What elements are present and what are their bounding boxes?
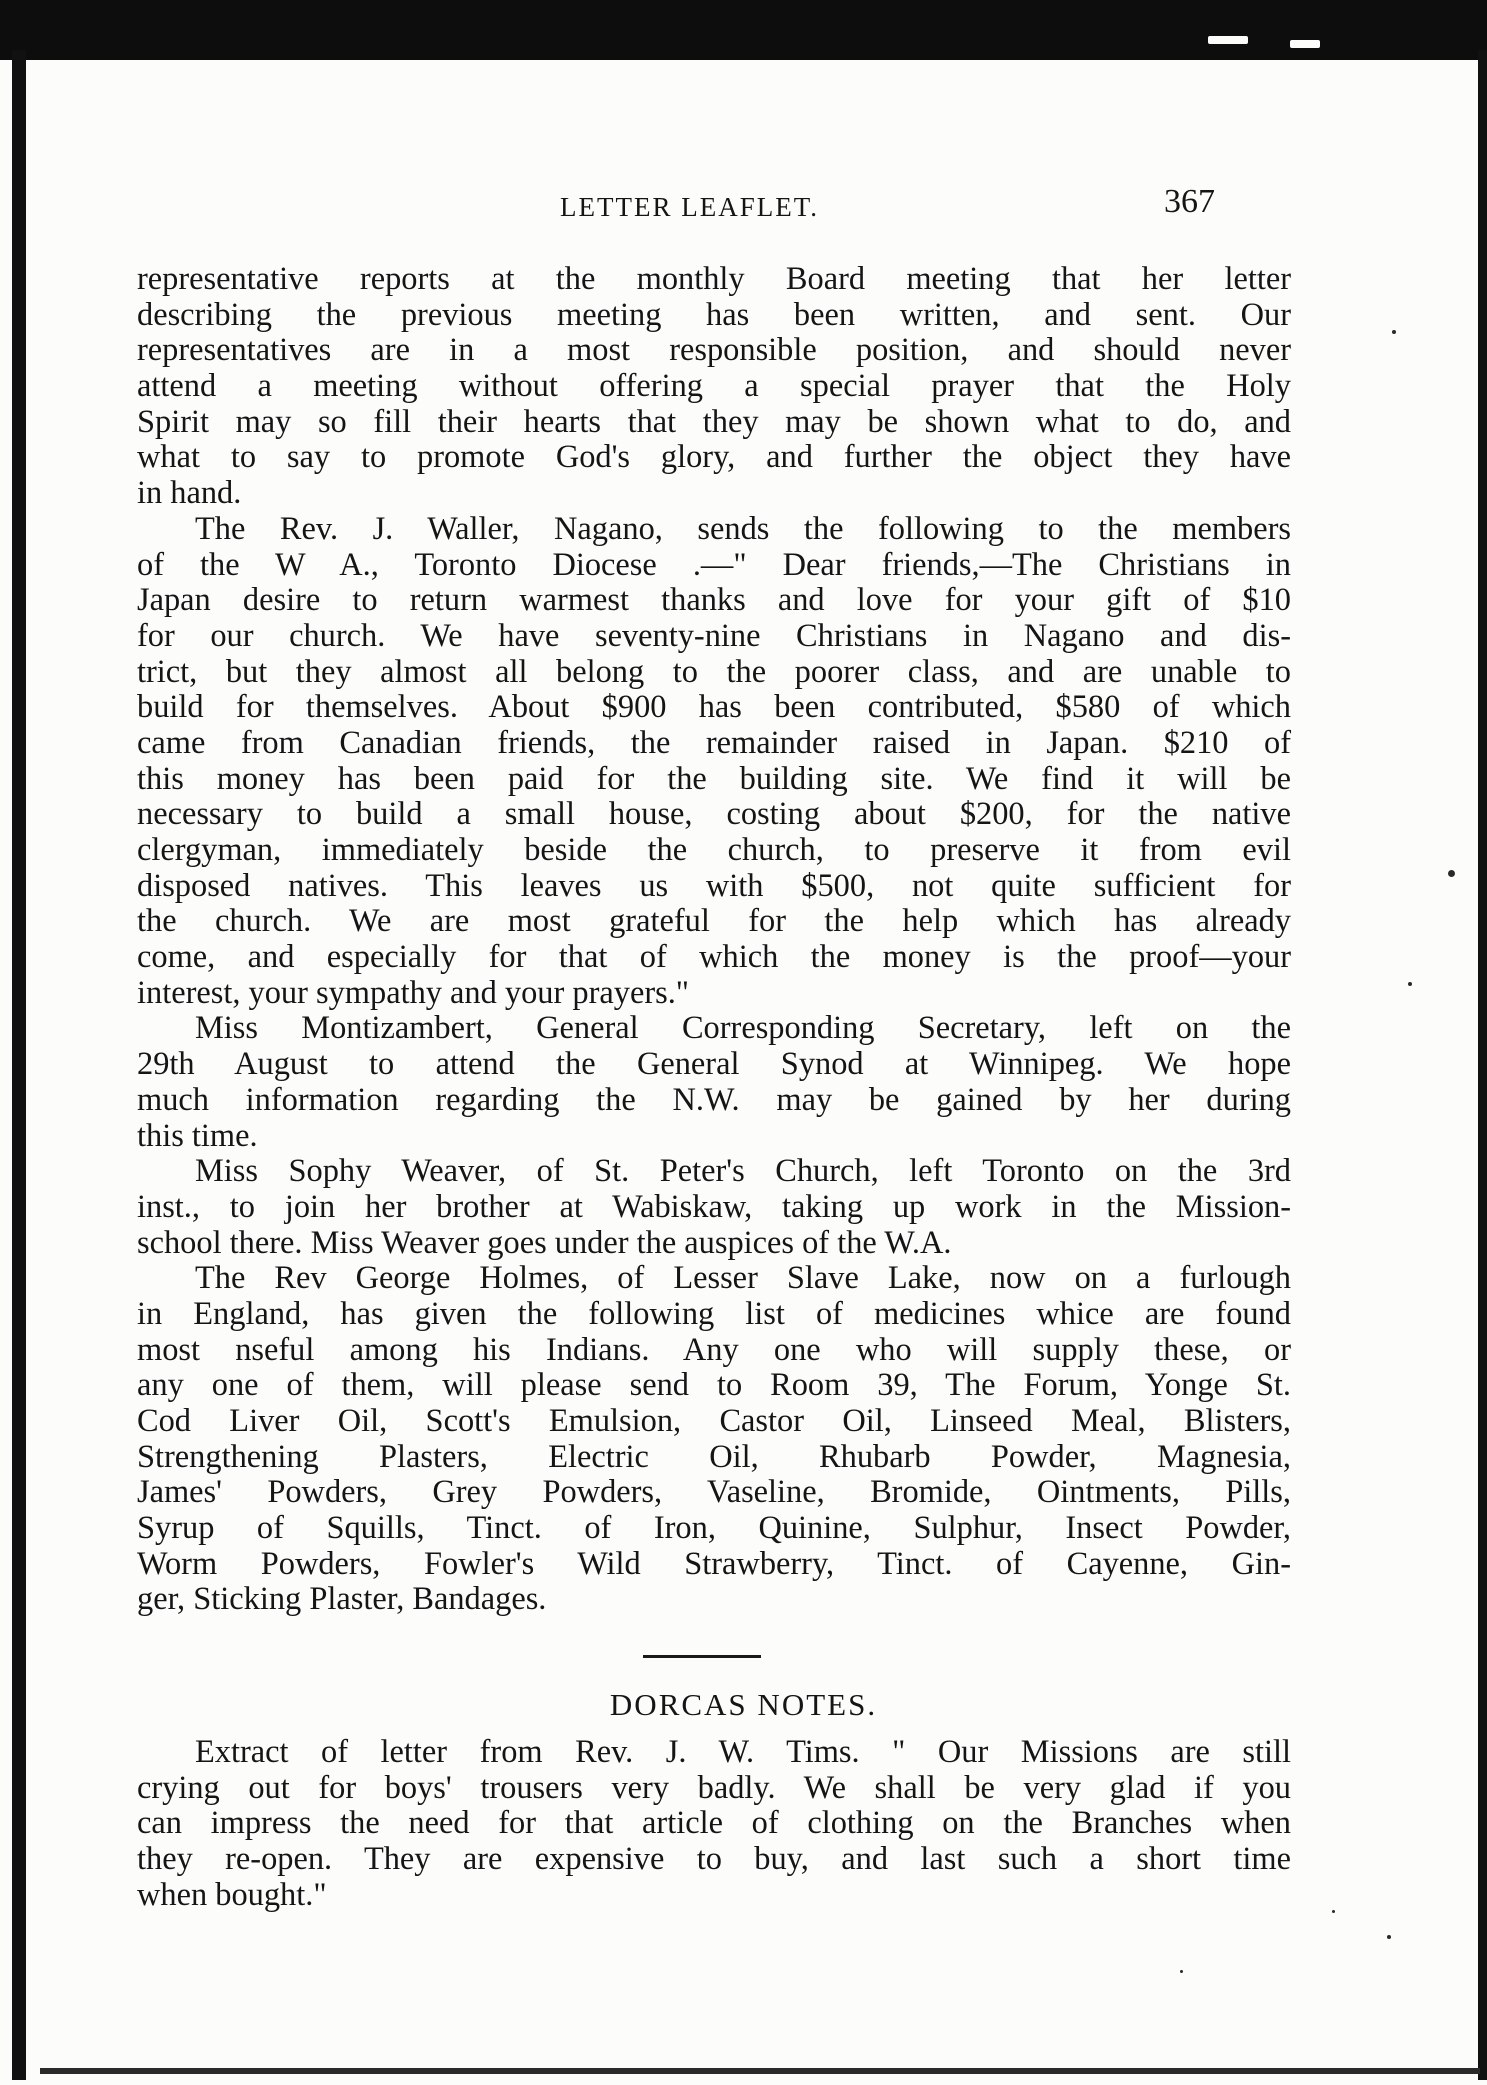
paragraph-weaver [137, 1154, 1291, 1261]
scan-border-gap [1208, 36, 1248, 44]
scan-bottom-border [40, 2068, 1480, 2074]
text-line: Cod Liver Oil, Scott's Emulsion, Castor Oil, Linseed Meal, Blisters, [137, 1403, 1291, 1439]
paragraph-representatives [137, 262, 1291, 512]
text-line: James' Powders, Grey Powders, Vaseline, Bromide, Ointments, Pills, [137, 1474, 1291, 1511]
text-line: trict, but they almost all belong to the poorer class, and are unable to [137, 653, 1291, 690]
text-line: Japan desire to return warmest thanks and love for your gift of $10 [137, 582, 1291, 619]
scan-border-gap [1290, 40, 1320, 48]
scan-top-border [0, 0, 1487, 60]
text-line: in England, has given the following list of medicines whice are found [137, 1295, 1291, 1332]
text-line: Spirit may so fill their hearts that they may be shown what to do, and [137, 403, 1291, 440]
text-line: ger, Sticking Plaster, Bandages. [137, 1581, 547, 1618]
text-line: inst., to join her brother at Wabiskaw, taking up work in the Mission- [137, 1188, 1291, 1225]
section-heading: DORCAS NOTES. [609, 1687, 878, 1722]
page-number: 367 [1164, 183, 1215, 220]
text-line: Worm Powders, Fowler's Wild Strawberry, Tinct. of Cayenne, Gin- [137, 1545, 1291, 1582]
text-line: for our church. We have seventy-nine Christians in Nagano and dis- [137, 617, 1291, 654]
text-line: Miss Montizambert, General Corresponding Secretary, left on the [195, 1010, 1291, 1047]
scan-speck [1448, 870, 1455, 877]
text-line: attend a meeting without offering a special prayer that the Holy [137, 368, 1291, 405]
text-line: this time. [137, 1117, 258, 1154]
text-line: disposed natives. This leaves us with $500, not quite sufficient for [137, 867, 1291, 904]
text-line: representatives are in a most responsible position, and should never [137, 332, 1291, 369]
text-line: 29th August to attend the General Synod at Winnipeg. We hope [137, 1046, 1291, 1083]
text-line: school there. Miss Weaver goes under the auspices of the W.A. [137, 1224, 952, 1261]
scan-right-border [1478, 50, 1487, 2080]
text-line: necessary to build a small house, costing about $200, for the native [137, 796, 1291, 833]
text-line: much information regarding the N.W. may be gained by her during [137, 1081, 1291, 1118]
scan-speck [1387, 1935, 1391, 1939]
scan-speck [1408, 982, 1412, 986]
paragraph-waller-letter [137, 512, 1291, 1012]
text-line: Extract of letter from Rev. J. W. Tims. " Our Missions are still [195, 1734, 1291, 1770]
text-line: crying out for boys' trousers very badly. We shall be very glad if you [137, 1769, 1291, 1806]
text-line: the church. We are most grateful for the help which has already [137, 903, 1291, 940]
scan-speck [1180, 1970, 1183, 1973]
text-line: come, and especially for that of which the money is the proof—your [137, 939, 1291, 976]
text-line: came from Canadian friends, the remainder raised in Japan. $210 of [137, 724, 1291, 761]
paragraph-montizambert [137, 1011, 1291, 1154]
text-line: The Rev. J. Waller, Nagano, sends the following to the members [195, 510, 1291, 547]
text-line: Syrup of Squills, Tinct. of Iron, Quinine, Sulphur, Insect Powder, [137, 1510, 1291, 1547]
running-head: LETTER LEAFLET. [560, 192, 819, 222]
text-line: they re-open. They are expensive to buy, and last such a short time [137, 1841, 1291, 1878]
section-divider-rule [643, 1655, 761, 1658]
text-line: Strengthening Plasters, Electric Oil, Rhubarb Powder, Magnesia, [137, 1438, 1291, 1475]
text-line: interest, your sympathy and your prayers." [137, 974, 690, 1011]
dorcas-notes-body [137, 1735, 1291, 1913]
text-line: clergyman, immediately beside the church, to preserve it from evil [137, 832, 1291, 868]
text-line: can impress the need for that article of clothing on the Branches when [137, 1805, 1291, 1842]
text-line: any one of them, will please send to Room 39, The Forum, Yonge St. [137, 1367, 1291, 1404]
scan-speck [1332, 1910, 1335, 1913]
text-line: this money has been paid for the building site. We find it will be [137, 760, 1291, 797]
text-line: describing the previous meeting has been written, and sent. Our [137, 296, 1291, 333]
text-line: what to say to promote God's glory, and further the object they have [137, 439, 1291, 476]
scan-speck [1392, 330, 1396, 334]
text-line: in hand. [137, 475, 242, 512]
text-line: most nseful among his Indians. Any one who will supply these, or [137, 1331, 1291, 1368]
scan-left-border [12, 50, 26, 2080]
article-body [137, 262, 1291, 1618]
text-line: Miss Sophy Weaver, of St. Peter's Church, left Toronto on the 3rd [195, 1153, 1291, 1190]
text-line: of the W A., Toronto Diocese .—" Dear friends,—The Christians in [137, 546, 1291, 583]
text-line: representative reports at the monthly Board meeting that her letter [137, 261, 1291, 297]
text-line: build for themselves. About $900 has been contributed, $580 of which [137, 689, 1291, 726]
paragraph-holmes-medicines [137, 1261, 1291, 1618]
text-line: The Rev George Holmes, of Lesser Slave Lake, now on a furlough [195, 1260, 1291, 1297]
text-line: when bought." [137, 1876, 327, 1913]
